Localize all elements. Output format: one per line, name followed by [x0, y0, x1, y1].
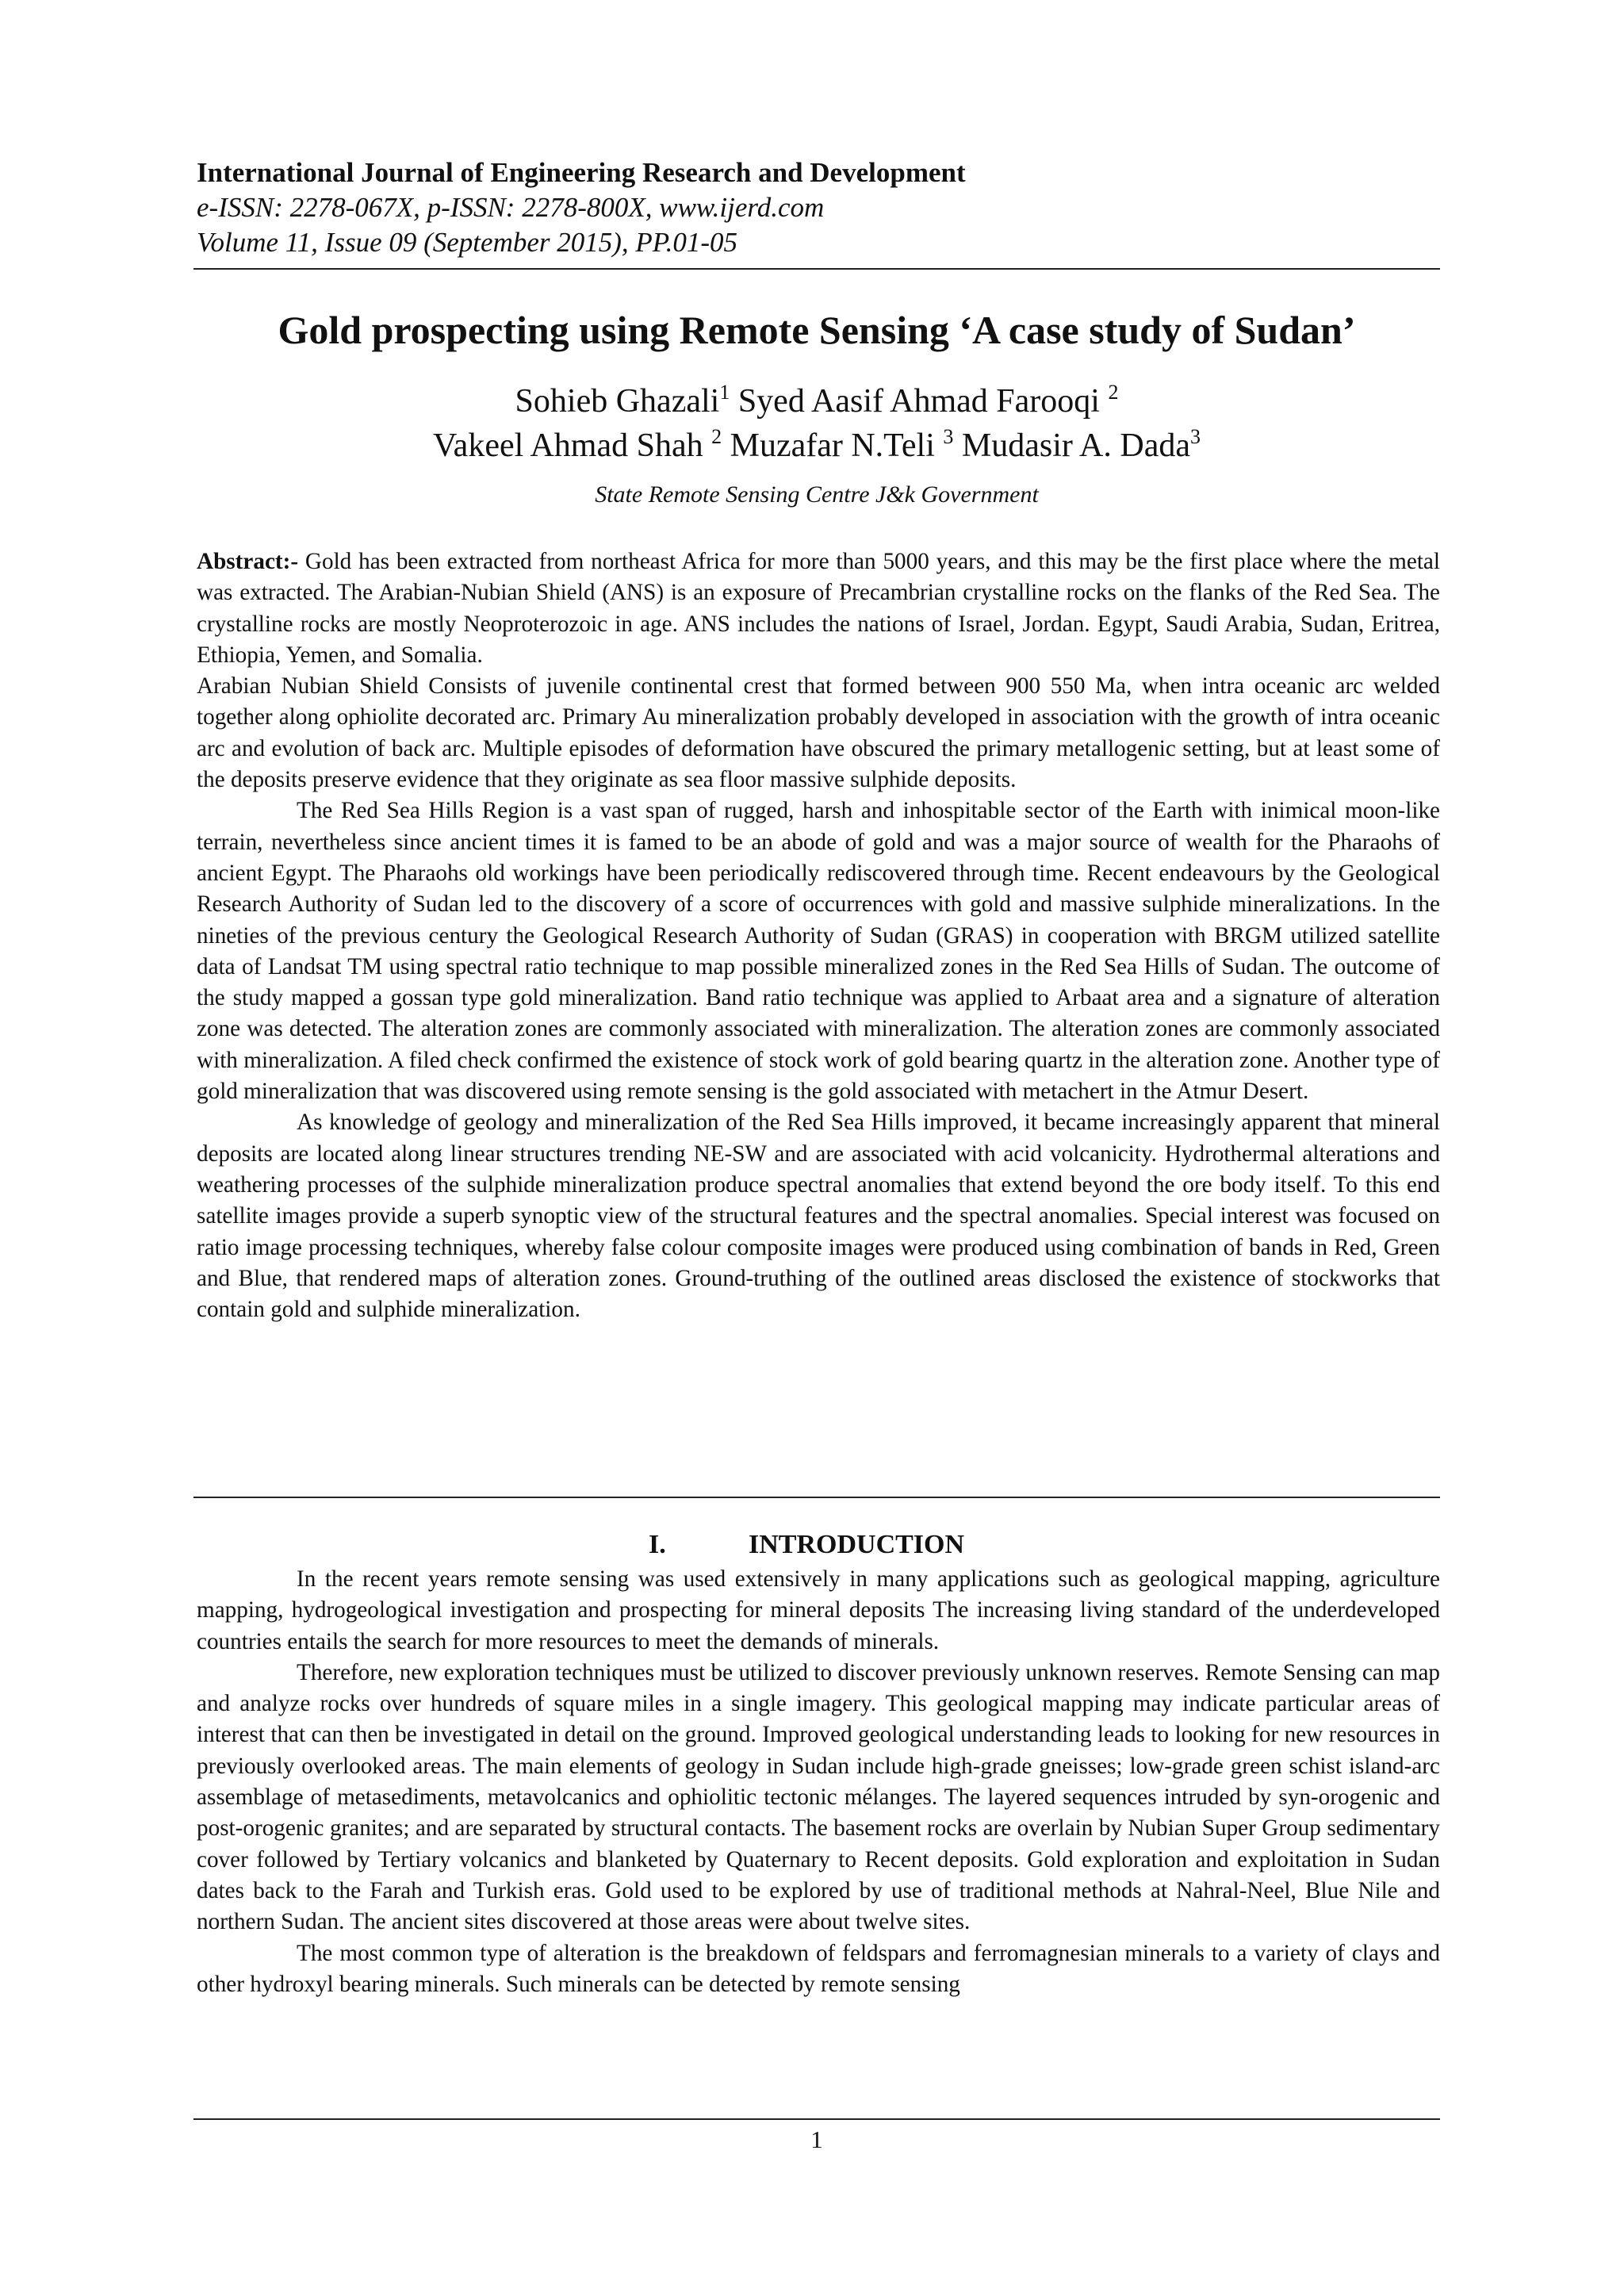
abstract-text: Gold has been extracted from northeast Africa for more than 5000 years, and this may be the first place where the metal was extracted. The Arabian-Nubian Shield (ANS) is an exposure of Precambrian crystalline rocks on the flanks of the Red Sea. The crystalline rocks are mostly Neoproterozoic in age. ANS includes the nations of Israel, Jordan. Egypt, Saudi Arabia, Sudan, Eritrea, Ethiopia, Yemen, and Somalia.	[197, 549, 1440, 668]
header-divider	[193, 268, 1440, 270]
abstract-paragraph: The Red Sea Hills Region is a vast span of rugged, harsh and inhospitable sector of the Earth with inimical moon-like terrain, nevertheless since ancient times it is famed to be an abode of gold and was a major source of wealth for the Pharaohs of ancient Egypt. The Pharaohs old workings have been periodically rediscovered through time. Recent endeavours by the Geological Research Authority of Sudan led to the discovery of a score of occurrences with gold and massive sulphide mineralizations. In the nineties of the previous century the Geological Research Authority of Sudan (GRAS) in cooperation with BRGM utilized satellite data of Landsat TM using spectral ratio technique to map possible mineralized zones in the Red Sea Hills of Sudan. The outcome of the study mapped a gossan type gold mineralization. Band ratio technique was applied to Arbaat area and a signature of alteration zone was detected. The alteration zones are commonly associated with mineralization. The alteration zones are commonly associated with mineralization. A filed check confirmed the existence of stock work of gold bearing quartz in the alteration zone. Another type of gold mineralization that was discovered using remote sensing is the gold associated with metachert in the Atmur Desert.	[197, 798, 1440, 1105]
author-name: Syed Aasif Ahmad Farooqi	[730, 383, 1109, 420]
abstract-paragraph	[197, 546, 1440, 671]
journal-name: International Journal of Engineering Research and Development	[197, 157, 966, 188]
abstract-divider	[193, 1497, 1440, 1498]
journal-header	[197, 155, 1440, 260]
footer-divider	[193, 2118, 1440, 2120]
abstract-paragraph: As knowledge of geology and mineralization of the Red Sea Hills improved, it became increasingly apparent that mineral deposits are located along linear structures trending NE-SW and are associated with acid volcanicity. Hydrothermal alterations and weathering processes of the sulphide mineralization produce spectral anomalies that extend beyond the ore body itself. To this end satellite images provide a superb synoptic view of the structural features and the spectral anomalies. Special interest was focused on ratio image processing techniques, whereby false colour composite images were produced using combination of bands in Red, Green and Blue, that rendered maps of alteration zones. Ground-truthing of the outlined areas disclosed the existence of stockworks that contain gold and sulphide mineralization.	[197, 1110, 1440, 1323]
abstract-paragraph: Arabian Nubian Shield Consists of juvenile continental crest that formed between 900 550 Ma, when intra oceanic arc welded together along ophiolite decorated arc. Primary Au mineralization probably developed in association with the growth of intra oceanic arc and evolution of back arc. Multiple episodes of deformation have obscured the primary metallogenic setting, but at least some of the deposits preserve evidence that they originate as sea floor massive sulphide deposits.	[197, 673, 1440, 793]
introduction-body	[197, 1564, 1440, 2000]
author-affiliation-mark: 1	[719, 381, 730, 404]
author-line-1	[193, 379, 1440, 424]
paper-title: Gold prospecting using Remote Sensing ‘A case study of Sudan’	[278, 308, 1356, 352]
abstract-label: Abstract:-	[197, 549, 299, 574]
section-number: I.	[649, 1530, 666, 1559]
author-affiliation: State Remote Sensing Centre J&k Government	[595, 481, 1039, 508]
body-paragraph: The most common type of alteration is the breakdown of feldspars and ferromagnesian minerals to a variety of clays and other hydroxyl bearing minerals. Such minerals can be detected by remote sensing	[197, 1940, 1440, 1997]
author-affiliation-mark: 3	[943, 425, 954, 448]
author-name: Vakeel Ahmad Shah	[433, 427, 712, 464]
author-line-2	[193, 424, 1440, 468]
author-name: Mudasir A. Dada	[953, 427, 1190, 464]
body-paragraph: In the recent years remote sensing was used extensively in many applications such as geological mapping, agriculture mapping, hydrogeological investigation and prospecting for mineral deposits The increasing living standard of the underdeveloped countries entails the search for more resources to meet the demands of minerals.	[197, 1566, 1440, 1654]
author-affiliation-mark: 2	[1108, 381, 1119, 404]
author-affiliation-mark: 2	[711, 425, 722, 448]
author-affiliation-mark: 3	[1190, 425, 1201, 448]
author-name: Sohieb Ghazali	[515, 383, 720, 420]
section-title: INTRODUCTION	[749, 1530, 965, 1559]
body-paragraph: Therefore, new exploration techniques must be utilized to discover previously unknown reserves. Remote Sensing can map and analyze rocks over hundreds of square miles in a single imagery. This geological mapping may indicate particular areas of interest that can then be investigated in detail on the ground. Improved geological understanding leads to looking for new resources in previously overlooked areas. The main elements of geology in Sudan include high-grade gneisses; low-grade green schist island-arc assemblage of metasediments, metavolcanics and ophiolitic tectonic mélanges. The layered sequences intruded by syn-orogenic and post-orogenic granites; and are separated by structural contacts. The basement rocks are overlain by Nubian Super Group sedimentary cover followed by Tertiary volcanics and blanketed by Quaternary to Recent deposits. Gold exploration and exploitation in Sudan dates back to the Farah and Turkish eras. Gold used to be explored by use of traditional methods at Nahral-Neel, Blue Nile and northern Sudan. The ancient sites discovered at those areas were about twelve sites.	[197, 1659, 1440, 1935]
page-number: 1	[810, 2125, 823, 2153]
author-name: Muzafar N.Teli	[722, 427, 944, 464]
journal-volume: Volume 11, Issue 09 (September 2015), PP.01-05	[197, 227, 738, 258]
abstract	[197, 546, 1440, 1325]
journal-issn: e-ISSN: 2278-067X, p-ISSN: 2278-800X, www.ijerd.com	[197, 192, 825, 223]
author-list	[193, 379, 1440, 468]
